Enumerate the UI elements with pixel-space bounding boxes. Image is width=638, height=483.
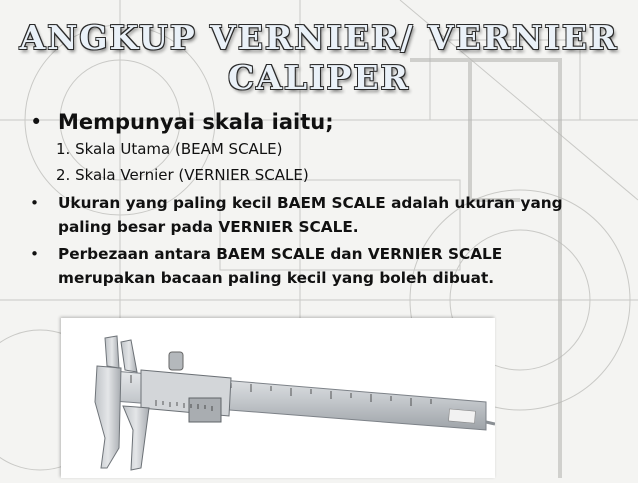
sub-item-1: 1. Skala Utama (BEAM SCALE) [56, 140, 283, 158]
slide-body [28, 108, 628, 290]
bullet-dot: • [30, 110, 43, 134]
slide-title [0, 18, 638, 98]
bullet-item-2 [28, 242, 628, 290]
vernier-caliper-drawing [61, 318, 495, 478]
vernier-caliper-photo [61, 318, 495, 478]
sub-item-2: 2. Skala Vernier (VERNIER SCALE) [56, 166, 309, 184]
bullet-2-line-1: Perbezaan antara BAEM SCALE dan VERNIER SCALE [58, 245, 503, 263]
bullet-2-line-2: merupakan bacaan paling kecil yang boleh dibuat. [58, 269, 495, 287]
bullet-dot: • [30, 194, 40, 212]
bullet-dot: • [30, 245, 40, 263]
title-line-1: ANGKUP VERNIER/ VERNIER [19, 18, 619, 57]
title-line-2: CALIPER [228, 58, 410, 97]
bullet-main-text: Mempunyai skala iaitu; [58, 110, 334, 134]
bullet-1-line-1: Ukuran yang paling kecil BAEM SCALE adalah ukuran yang [58, 194, 563, 212]
bullet-main [28, 108, 628, 136]
bullet-1-line-2: paling besar pada VERNIER SCALE. [58, 218, 359, 236]
bullet-item-1 [28, 191, 628, 239]
